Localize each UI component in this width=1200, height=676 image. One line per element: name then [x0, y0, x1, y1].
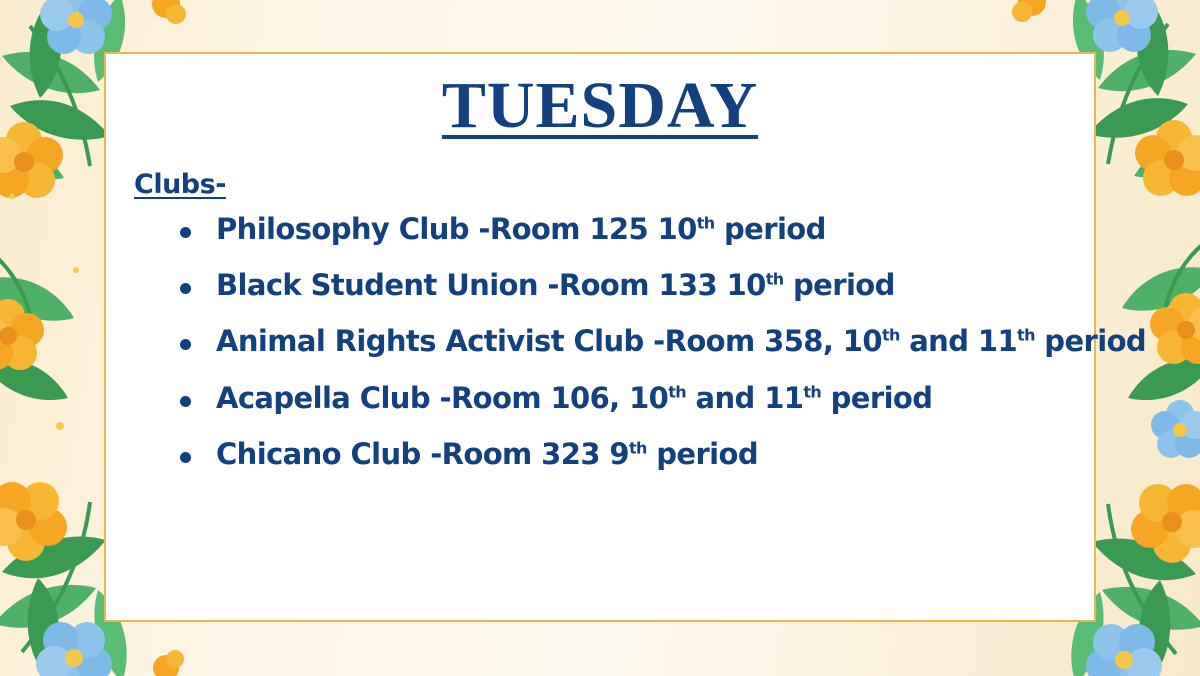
list-item: [216, 268, 1094, 303]
club-detail-before: -Room 358,: [643, 324, 843, 359]
club-ordinal-suffix-2: th: [1017, 325, 1035, 345]
club-ordinal-2: 11: [764, 380, 804, 415]
club-ordinal-suffix-2: th: [803, 382, 822, 402]
club-ordinal-1: 10: [726, 268, 766, 303]
club-ordinal-1: 10: [629, 380, 669, 415]
club-name: Chicano Club: [216, 437, 421, 472]
club-ordinal-suffix-1: th: [765, 269, 784, 289]
section-label-clubs: Clubs-: [134, 168, 226, 200]
club-ordinal-suffix-1: th: [881, 325, 900, 345]
club-name: Philosophy Club: [216, 211, 469, 246]
club-detail-before: -Room 133: [537, 268, 727, 303]
club-ordinal-suffix-1: th: [628, 438, 647, 458]
club-detail-mid: period: [646, 437, 758, 472]
club-name: Animal Rights Activist Club: [216, 324, 644, 359]
list-item: [216, 211, 1094, 246]
club-name: Black Student Union: [216, 268, 538, 303]
club-ordinal-1: 10: [842, 324, 882, 359]
club-detail-mid: and: [899, 324, 978, 359]
club-ordinal-2: 11: [977, 324, 1018, 359]
club-detail-before: -Room 323: [420, 437, 610, 472]
club-detail-after: period: [1034, 324, 1147, 359]
club-detail-after: period: [821, 380, 933, 415]
list-item: [216, 380, 1094, 415]
club-ordinal-suffix-1: th: [696, 212, 715, 232]
list-item: [216, 437, 1094, 472]
clubs-list: [106, 211, 1147, 472]
club-ordinal-suffix-1: th: [668, 382, 687, 402]
club-detail-before: -Room 125: [468, 211, 658, 246]
club-detail-mid: period: [714, 211, 826, 246]
club-detail-before: -Room 106,: [430, 380, 630, 415]
club-detail-mid: period: [783, 268, 895, 303]
club-ordinal-1: 9: [609, 437, 629, 472]
content-card: [104, 52, 1147, 622]
club-name: Acapella Club: [216, 380, 431, 415]
page-title: TUESDAY: [441, 69, 759, 142]
list-item: [216, 324, 1147, 359]
club-detail-mid: and: [686, 380, 765, 415]
club-ordinal-1: 10: [657, 211, 697, 246]
